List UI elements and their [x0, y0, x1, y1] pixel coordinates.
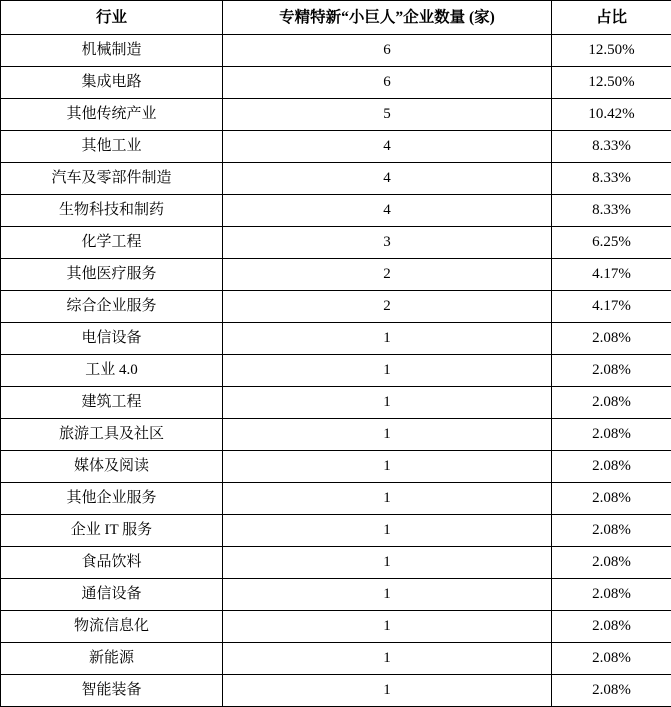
cell-industry: 企业 IT 服务 — [1, 515, 223, 547]
cell-count: 3 — [223, 227, 552, 259]
cell-share: 2.08% — [552, 483, 671, 515]
table-header — [1, 1, 671, 35]
table-row — [1, 579, 671, 611]
table-row — [1, 451, 671, 483]
cell-industry: 通信设备 — [1, 579, 223, 611]
cell-industry: 机械制造 — [1, 35, 223, 67]
cell-count: 4 — [223, 131, 552, 163]
cell-share: 2.08% — [552, 387, 671, 419]
cell-count: 2 — [223, 291, 552, 323]
cell-share: 2.08% — [552, 611, 671, 643]
cell-count: 1 — [223, 323, 552, 355]
cell-industry: 媒体及阅读 — [1, 451, 223, 483]
cell-share: 2.08% — [552, 643, 671, 675]
cell-share: 2.08% — [552, 675, 671, 707]
table-row — [1, 419, 671, 451]
cell-count: 1 — [223, 387, 552, 419]
column-header-share: 占比 — [552, 1, 671, 35]
table-row — [1, 131, 671, 163]
table-row — [1, 99, 671, 131]
cell-industry: 智能装备 — [1, 675, 223, 707]
table-row — [1, 643, 671, 675]
cell-count: 4 — [223, 163, 552, 195]
table-row — [1, 35, 671, 67]
cell-industry: 建筑工程 — [1, 387, 223, 419]
table-row — [1, 163, 671, 195]
cell-share: 8.33% — [552, 131, 671, 163]
table-row — [1, 515, 671, 547]
cell-share: 6.25% — [552, 227, 671, 259]
table-row — [1, 483, 671, 515]
cell-share: 2.08% — [552, 451, 671, 483]
cell-industry: 旅游工具及社区 — [1, 419, 223, 451]
cell-industry: 物流信息化 — [1, 611, 223, 643]
table-row — [1, 67, 671, 99]
cell-count: 1 — [223, 643, 552, 675]
cell-industry: 食品饮料 — [1, 547, 223, 579]
table-body — [1, 35, 671, 707]
cell-count: 4 — [223, 195, 552, 227]
cell-count: 5 — [223, 99, 552, 131]
cell-industry: 工业 4.0 — [1, 355, 223, 387]
table-row — [1, 547, 671, 579]
cell-count: 1 — [223, 483, 552, 515]
table-row — [1, 355, 671, 387]
cell-count: 1 — [223, 451, 552, 483]
cell-share: 10.42% — [552, 99, 671, 131]
cell-count: 6 — [223, 35, 552, 67]
cell-count: 2 — [223, 259, 552, 291]
cell-share: 2.08% — [552, 419, 671, 451]
cell-industry: 其他传统产业 — [1, 99, 223, 131]
cell-share: 4.17% — [552, 291, 671, 323]
cell-industry: 集成电路 — [1, 67, 223, 99]
table-row — [1, 227, 671, 259]
cell-industry: 新能源 — [1, 643, 223, 675]
table-row — [1, 291, 671, 323]
cell-share: 2.08% — [552, 355, 671, 387]
cell-industry: 生物科技和制药 — [1, 195, 223, 227]
column-header-industry: 行业 — [1, 1, 223, 35]
table-header-row — [1, 1, 671, 35]
cell-share: 2.08% — [552, 579, 671, 611]
table-row — [1, 387, 671, 419]
cell-industry: 汽车及零部件制造 — [1, 163, 223, 195]
cell-industry: 综合企业服务 — [1, 291, 223, 323]
cell-share: 2.08% — [552, 515, 671, 547]
cell-industry: 其他工业 — [1, 131, 223, 163]
table-row — [1, 323, 671, 355]
column-header-count: 专精特新“小巨人”企业数量 (家) — [223, 1, 552, 35]
cell-share: 2.08% — [552, 323, 671, 355]
cell-count: 1 — [223, 355, 552, 387]
cell-industry: 其他医疗服务 — [1, 259, 223, 291]
cell-count: 1 — [223, 515, 552, 547]
cell-share: 12.50% — [552, 35, 671, 67]
table-row — [1, 675, 671, 707]
cell-count: 1 — [223, 675, 552, 707]
table-row — [1, 611, 671, 643]
cell-count: 1 — [223, 547, 552, 579]
cell-industry: 电信设备 — [1, 323, 223, 355]
cell-share: 2.08% — [552, 547, 671, 579]
cell-count: 6 — [223, 67, 552, 99]
table-row — [1, 259, 671, 291]
cell-share: 4.17% — [552, 259, 671, 291]
cell-count: 1 — [223, 419, 552, 451]
cell-count: 1 — [223, 579, 552, 611]
cell-industry: 其他企业服务 — [1, 483, 223, 515]
cell-share: 8.33% — [552, 195, 671, 227]
cell-share: 12.50% — [552, 67, 671, 99]
table-row — [1, 195, 671, 227]
cell-share: 8.33% — [552, 163, 671, 195]
cell-industry: 化学工程 — [1, 227, 223, 259]
cell-count: 1 — [223, 611, 552, 643]
